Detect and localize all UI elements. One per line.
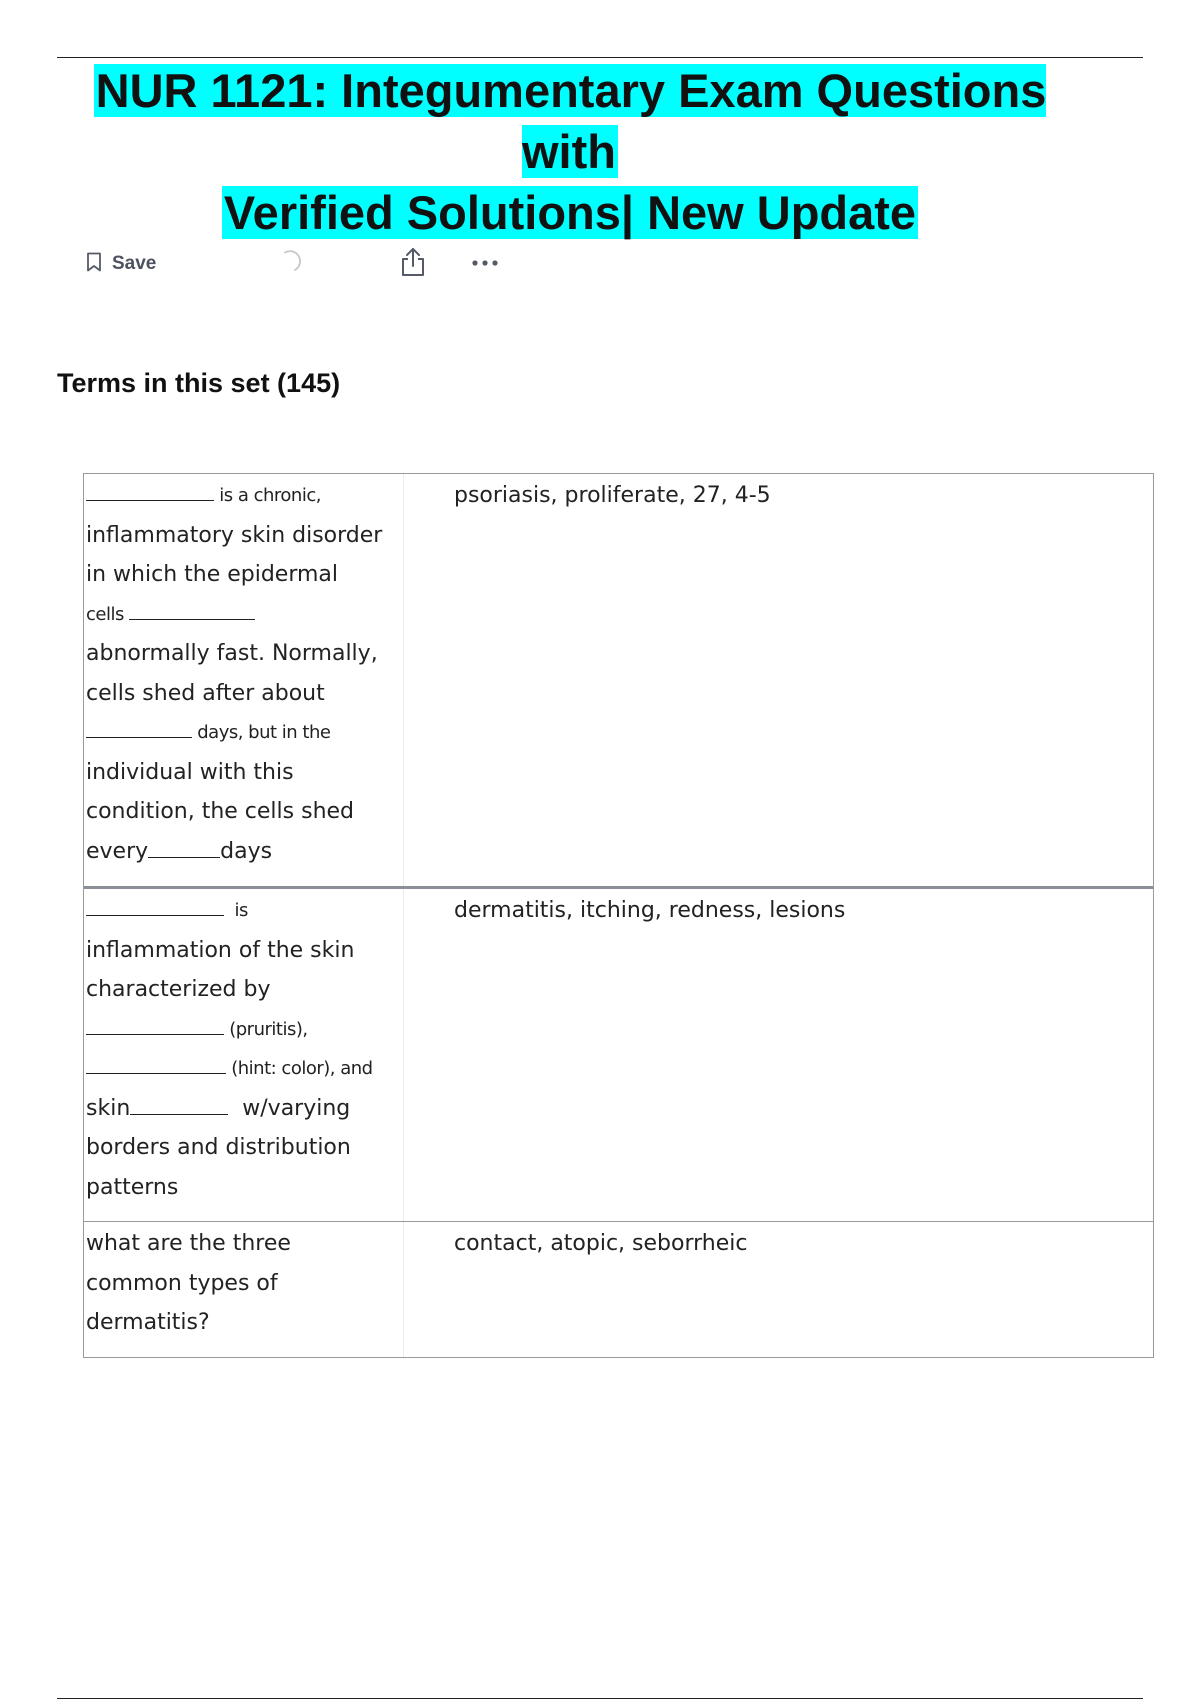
term-card	[84, 474, 1153, 889]
definition-cell: psoriasis, proliferate, 27, 4-5	[454, 483, 771, 508]
spinner-icon	[276, 249, 302, 280]
term-line: (pruritis),	[86, 1010, 403, 1050]
term-line: every days	[86, 838, 273, 864]
term-line: skin w/varying	[86, 1095, 351, 1121]
bookmark-icon	[86, 252, 102, 277]
title-line-2: Verified Solutions| New Update	[223, 186, 917, 239]
term-line: individual with this	[86, 759, 294, 785]
more-icon	[470, 255, 502, 273]
toolbar	[86, 246, 526, 282]
save-label: Save	[112, 253, 157, 274]
term-cell	[84, 474, 404, 886]
definition-cell: dermatitis, itching, redness, lesions	[454, 898, 846, 923]
loading-spinner	[276, 246, 302, 282]
term-cell	[84, 889, 404, 1221]
term-line: patterns	[86, 1174, 179, 1200]
term-cell	[84, 1222, 404, 1357]
term-line: inflammation of the skin	[86, 937, 355, 963]
top-rule	[57, 57, 1143, 58]
term-line: abnormally fast. Normally,	[86, 641, 378, 666]
term-line: cells	[86, 595, 403, 635]
share-button[interactable]	[398, 246, 428, 282]
share-icon	[398, 246, 428, 283]
term-line: dermatitis?	[86, 1310, 210, 1335]
term-line: condition, the cells shed	[86, 799, 355, 824]
term-line: what are the three	[86, 1231, 291, 1256]
terms-count-heading: Terms in this set (145)	[57, 368, 341, 398]
term-line: days, but in the	[86, 713, 403, 753]
document-title	[40, 60, 1100, 243]
term-line: is	[86, 891, 403, 931]
term-line: (hint: color), and	[86, 1049, 403, 1089]
term-card	[84, 1222, 1153, 1357]
bottom-rule	[57, 1698, 1143, 1699]
title-line-1: NUR 1121: Integumentary Exam Questions with	[95, 64, 1047, 178]
more-options-button[interactable]	[470, 246, 502, 282]
term-line: borders and distribution	[86, 1135, 351, 1160]
definition-cell: contact, atopic, seborrheic	[454, 1231, 748, 1256]
term-line: common types of	[86, 1270, 278, 1296]
term-line: is a chronic,	[86, 476, 403, 516]
term-line: in which the epidermal	[86, 562, 339, 587]
term-line: inflammatory skin disorder	[86, 522, 383, 548]
term-card	[84, 889, 1153, 1222]
save-button[interactable]	[86, 246, 156, 282]
term-line: cells shed after about	[86, 680, 325, 706]
terms-table	[83, 473, 1154, 1358]
term-line: characterized by	[86, 977, 271, 1002]
